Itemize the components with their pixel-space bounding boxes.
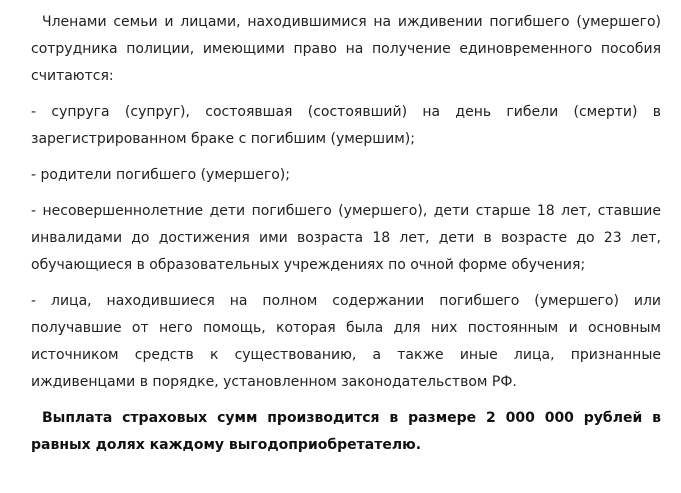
list-item-parents: - родители погибшего (умершего); <box>31 167 290 183</box>
list-item-spouse: - супруга (супруг), состоявшая (состоявший) на день гибели (смерти) в зарегистрированном браке с погибшим (умершим); <box>31 104 661 147</box>
list-item-dependents: - лица, находившиеся на полном содержании погибшего (умершего) или получавшие от него помощь, которая была для них постоянным и основным источником средств к существованию, а также иные лица, признанные иждивенцами в порядке, установленном законодательством РФ. <box>31 293 661 390</box>
article-body <box>31 0 661 459</box>
intro-paragraph: Членами семьи и лицами, находившимися на иждивении погибшего (умершего) сотрудника полиции, имеющими право на получение единовременного пособия считаются: <box>31 14 661 84</box>
list-item-children: - несовершеннолетние дети погибшего (умершего), дети старше 18 лет, ставшие инвалидами до достижения ими возраста 18 лет, дети в возрасте до 23 лет, обучающиеся в образовательных учреждениях по очной форме обучения; <box>31 203 661 273</box>
conclusion-paragraph: Выплата страховых сумм производится в размере 2 000 000 рублей в равных долях каждому выгодоприобретателю. <box>31 410 661 453</box>
